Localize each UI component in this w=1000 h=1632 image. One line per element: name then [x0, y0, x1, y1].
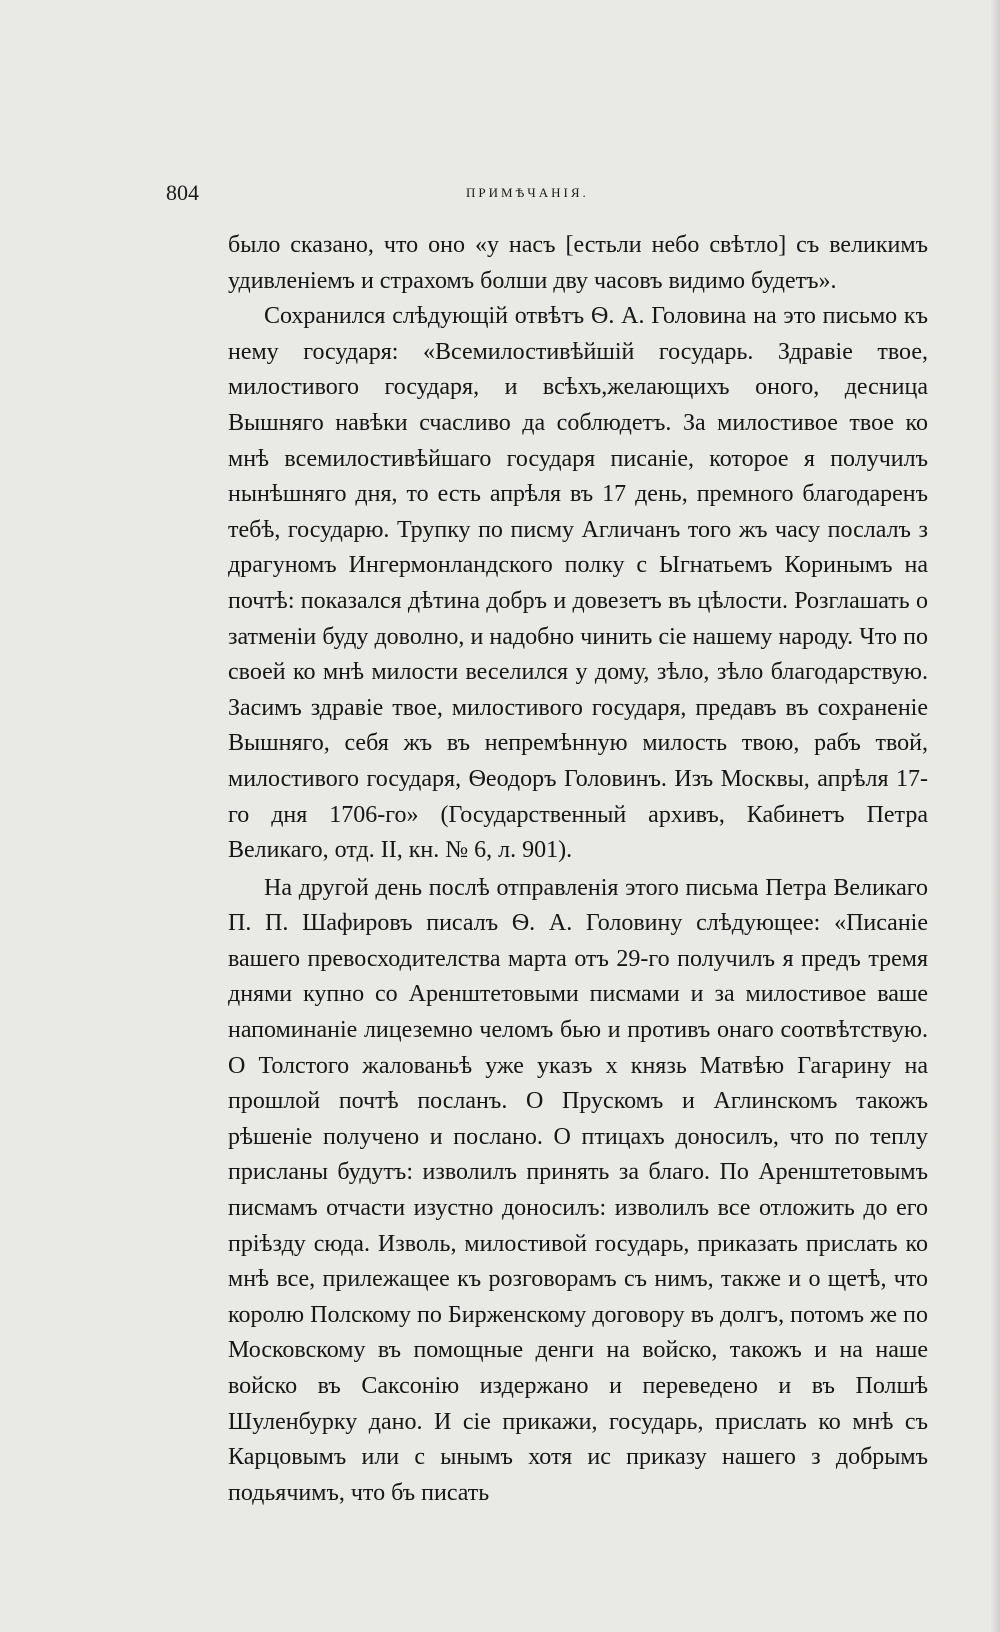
running-head: ПРИМѢЧАНІЯ.	[466, 185, 589, 200]
page-edge-shadow	[990, 0, 1000, 1632]
paragraph-shafirov-letter: На другой день послѣ отправленія этого письма Петра Великаго П. П. Шафировъ писалъ Ѳ. А. Головину слѣдующее: «Писаніе вашего превосходителства марта отъ 29-го получилъ я предъ тремя днями купно со Аренштетовыми писмами и за милостивое ваше напоминаніе лицеземно челомъ бью и противъ онаго соотвѣтствую. О Толстого жалованьѣ уже указъ х князь Матвѣю Гагарину на прошлой почтѣ посланъ. О Прускомъ и Аглинскомъ такожъ рѣшеніе получено и послано. О птицахъ доносилъ, что по теплу присланы будутъ: изволилъ принять за благо. По Аренштетовымъ писмамъ отчасти изустно доносилъ: изволилъ все отложить до его пріѣзду сюда. Изволь, милостивой государь, приказать прислать ко мнѣ все, прилежащее къ розговорамъ съ нимъ, также и о щетѣ, что королю Полскому по Бирженскому договору въ долгъ, потомъ же по Московскому въ помощные денги на войско, такожъ и на наше войско въ Саксонію издержано и переведено и въ Полшѣ Шуленбурку дано. И сіе прикажи, государь, прислать ко мнѣ съ Карцовымъ или с ынымъ хотя ис приказу нашего з добрымъ подьячимъ, что бъ писать	[228, 874, 928, 1506]
paragraph-continuation: было сказано, что оно «у насъ [естьли небо свѣтло] съ великимъ удивленіемъ и страхомъ болши дву часовъ видимо будетъ».	[228, 232, 928, 294]
paragraph-golovin-reply: Сохранился слѣдующій отвѣтъ Ѳ. А. Головина на это письмо къ нему государя: «Всемилостивѣйшій государь. Здравіе твое, милостивого государя, и всѣхъ,желающихъ оного, десница Вышняго навѣки счасливо да соблюдетъ. За милостивое твое ко мнѣ всемилостивѣйшаго государя писаніе, которое я получилъ нынѣшняго дня, то есть апрѣля въ 17 день, премного благодаренъ тебѣ, государю. Трупку по писму Агличанъ того жъ часу послалъ з драгуномъ Ингермонландского полку с Ыгнатьемъ Коринымъ на почтѣ: показался дѣтина добръ и довезетъ въ цѣлости. Розглашать о затменіи буду доволно, и надобно чинить сіе нашему народу. Что по своей ко мнѣ милости веселился у дому, зѣло, зѣло благодарствую. Засимъ здравіе твое, милостивого государя, предавъ въ сохраненіе Вышняго, себя жъ въ непремѣнную милость твою, рабъ твой, милостивого государя, Ѳеодоръ Головинъ. Изъ Москвы, апрѣля 17-го дня 1706-го» (Государственный архивъ, Кабинетъ Петра Великаго, отд. II, кн. № 6, л. 901).	[228, 303, 928, 864]
page-header	[166, 180, 926, 208]
page-number: 804	[166, 180, 199, 205]
body-text	[228, 228, 928, 1511]
